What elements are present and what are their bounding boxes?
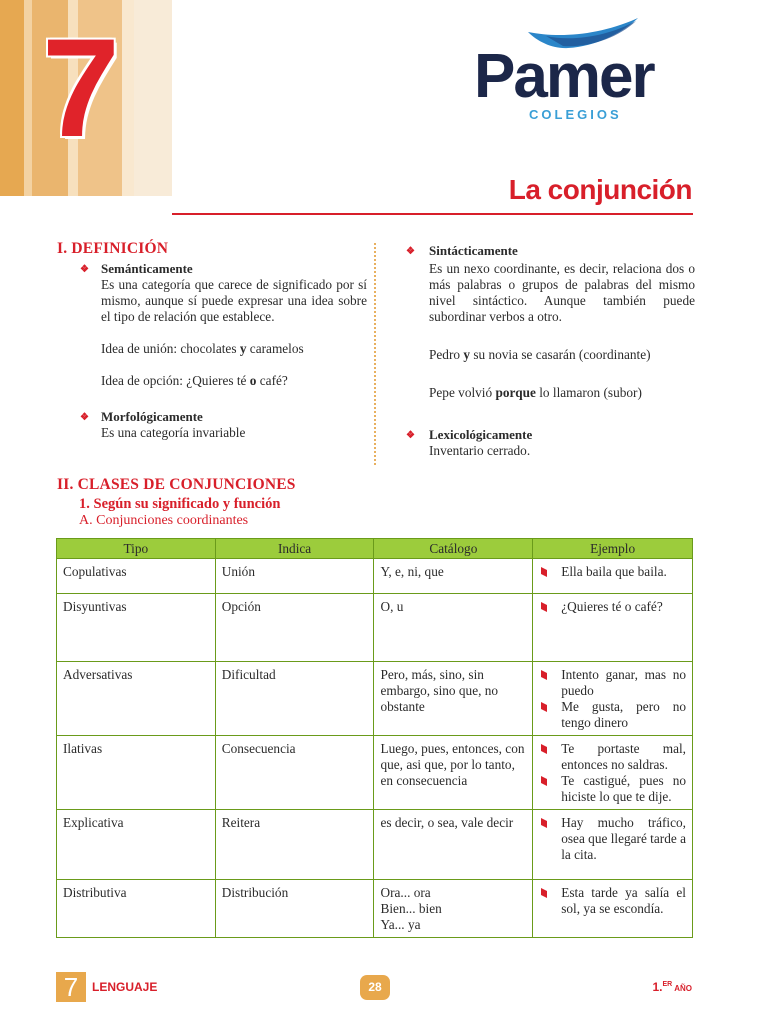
table-cell-catalogo: Luego, pues, entonces, con que, asi que, por lo tanto, en consecuencia (374, 736, 533, 810)
title-rule (172, 213, 693, 215)
footer-chapter-number: 7 (56, 972, 86, 1002)
table-cell-ejemplo (533, 810, 693, 880)
footer-grade: 1.$^{ER}$ AÑO (652, 980, 692, 994)
brand-name: Pamer (474, 42, 654, 111)
example-item: Me gusta, pero no tengo dinero (539, 699, 686, 731)
diamond-bullet-icon: ❖ (406, 430, 415, 441)
table-cell-catalogo: O, u (374, 594, 533, 662)
classes-section (57, 476, 697, 529)
table-row (57, 662, 693, 736)
coordinating-subheading: A. Conjunciones coordinantes (79, 513, 249, 528)
table-cell-catalogo: Ora... ora Bien... bien Ya... ya (374, 880, 533, 938)
table-row (57, 810, 693, 880)
syntactic-example-1: Pedro y su novia se casarán (coordinante) (429, 347, 651, 362)
definition-heading: I. DEFINICIÓN (57, 240, 169, 257)
morphologic-label: ❖ Morfológicamente (80, 409, 203, 424)
table-cell-catalogo: es decir, o sea, vale decir (374, 810, 533, 880)
syntactic-text: Es un nexo coordinante, es decir, relaciona dos o más palabras o grupos de palabras del mismo nivel sintáctico. Aunque también puede subordinar verbos a otro. (429, 261, 695, 324)
table-cell-indica: Reitera (215, 810, 374, 880)
table-cell-ejemplo (533, 880, 693, 938)
example-item: Hay mucho tráfico, osea que llegaré tarde a la cita. (539, 815, 686, 863)
example-item: Te castigué, pues no hiciste lo que te dije. (539, 773, 686, 805)
table-cell-indica: Consecuencia (215, 736, 374, 810)
syntactic-example-2: Pepe volvió porque lo llamaron (subor) (429, 385, 642, 400)
table-cell-ejemplo (533, 594, 693, 662)
column-header: Ejemplo (533, 539, 693, 559)
table-cell-tipo: Explicativa (57, 810, 216, 880)
conjunctions-table (56, 538, 693, 938)
classes-heading: II. CLASES DE CONJUNCIONES (57, 476, 296, 493)
table-row (57, 736, 693, 810)
page-number: 28 (360, 975, 390, 1000)
morphologic-text: Es una categoría invariable (101, 425, 246, 440)
table-cell-ejemplo (533, 736, 693, 810)
red-bullet-icon (541, 702, 547, 712)
example-item: Esta tarde ya salía el sol, ya se escondía. (539, 885, 686, 917)
table-cell-indica: Unión (215, 559, 374, 594)
table-cell-tipo: Copulativas (57, 559, 216, 594)
table-cell-indica: Opción (215, 594, 374, 662)
table-cell-ejemplo (533, 559, 693, 594)
classes-subheading: 1. Según su significado y función (79, 496, 281, 512)
red-bullet-icon (541, 888, 547, 898)
page-title: La conjunción (508, 174, 692, 205)
table-cell-tipo: Distributiva (57, 880, 216, 938)
table-cell-tipo: Adversativas (57, 662, 216, 736)
example-item: Intento ganar, mas no puedo (539, 667, 686, 699)
red-bullet-icon (541, 776, 547, 786)
diamond-bullet-icon: ❖ (80, 264, 89, 275)
semantic-text: Es una categoría que carece de significado por sí mismo, aunque sí puede expresar una idea sobre el tipo de relación que establece. (101, 277, 367, 324)
table-cell-ejemplo (533, 662, 693, 736)
diamond-bullet-icon: ❖ (406, 246, 415, 257)
column-header: Catálogo (374, 539, 533, 559)
table-row (57, 880, 693, 938)
lexicologic-text: Inventario cerrado. (429, 443, 531, 458)
red-bullet-icon (541, 818, 547, 828)
diamond-bullet-icon: ❖ (80, 412, 89, 423)
red-bullet-icon (541, 602, 547, 612)
example-item: Ella baila que baila. (539, 564, 686, 580)
example-item: Te portaste mal, entonces no saldras. (539, 741, 686, 773)
table-cell-indica: Dificultad (215, 662, 374, 736)
syntactic-label: ❖ Sintácticamente (406, 243, 518, 258)
table-row (57, 594, 693, 662)
red-bullet-icon (541, 744, 547, 754)
red-bullet-icon (541, 567, 547, 577)
table-header-row (57, 539, 693, 559)
red-bullet-icon (541, 670, 547, 680)
table-cell-tipo: Ilativas (57, 736, 216, 810)
column-divider (374, 243, 376, 465)
option-example: Idea de opción: ¿Quieres té o café? (101, 373, 288, 388)
table-row (57, 559, 693, 594)
lexicologic-label: ❖ Lexicológicamente (406, 427, 533, 442)
brand-subtitle: COLEGIOS (529, 107, 622, 122)
column-header: Tipo (57, 539, 216, 559)
union-example: Idea de unión: chocolates y caramelos (101, 341, 304, 356)
table-cell-catalogo: Y, e, ni, que (374, 559, 533, 594)
table-cell-tipo: Disyuntivas (57, 594, 216, 662)
definition-right-column (405, 241, 695, 459)
chapter-number: 7 (42, 9, 116, 166)
example-item: ¿Quieres té o café? (539, 599, 686, 615)
column-header: Indica (215, 539, 374, 559)
footer-subject: LENGUAJE (92, 980, 158, 994)
table-cell-catalogo: Pero, más, sino, sin embargo, sino que, no obstante (374, 662, 533, 736)
semantic-label: ❖ Semánticamente (80, 261, 193, 276)
table-cell-indica: Distribución (215, 880, 374, 938)
definition-left-column (57, 241, 367, 441)
brand-logo (470, 18, 700, 128)
